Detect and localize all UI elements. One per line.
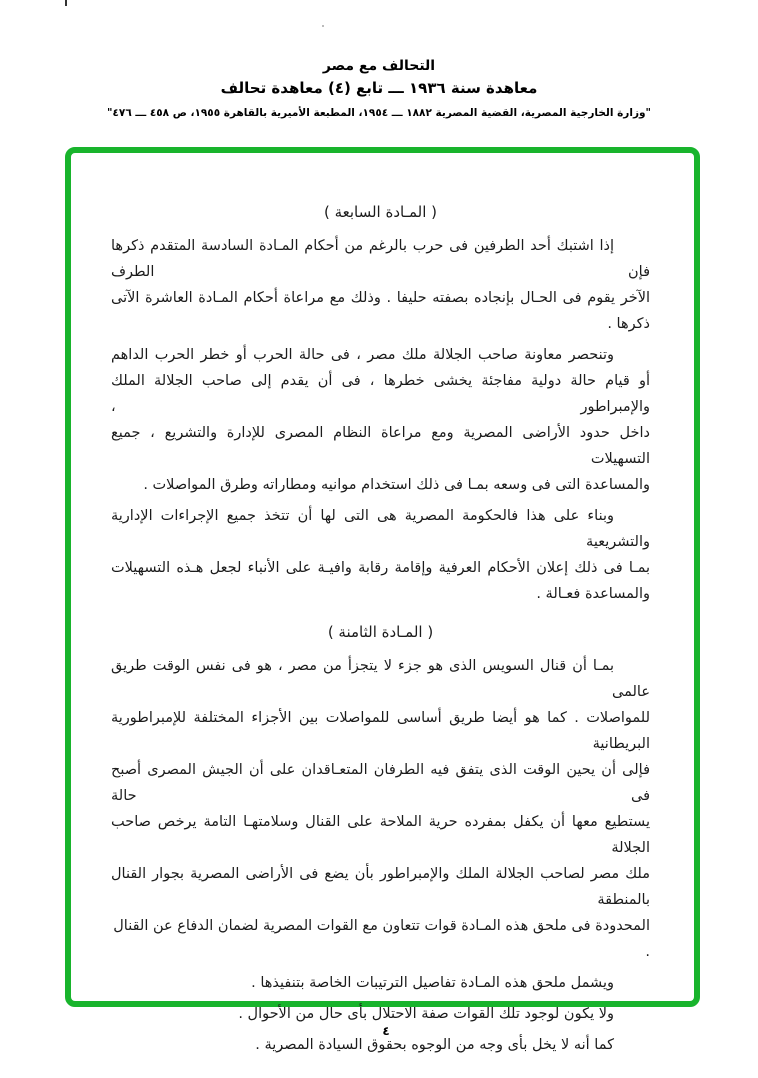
article-seven-section <box>111 203 650 607</box>
text-line: الآخر يقوم فى الحـال بإنجاده بصفته حليفا . وذلك مع مراعاة أحكام المـادة العاشرة الآتى <box>111 290 650 306</box>
text-line: ولا يكون لوجود تلك القوات صفة الاحتلال بأى حال من الأحوال . <box>238 1006 614 1022</box>
text-line: والمساعدة فعـالة . <box>536 586 650 602</box>
text-line: ذكرها . <box>607 316 650 332</box>
text-line: وتنحصر معاونة صاحب الجلالة ملك مصر ، فى حالة الحرب أو خطر الحرب الداهم <box>111 347 614 363</box>
text-line: يستطيع معها أن يكفل بمفرده حرية الملاحة على القنال وسلامتهـا التامة يرخص صاحب الجلالة <box>111 814 650 856</box>
article-seven-heading: ( المـادة السابعة ) <box>323 203 438 221</box>
article-eight-section <box>111 623 650 1058</box>
paragraph <box>111 503 650 607</box>
text-line: والمساعدة التى فى وسعه بمـا فى ذلك استخدام موانيه ومطاراته وطرق المواصلات . <box>143 477 650 493</box>
text-line: بمـا أن قنال السويس الذى هو جزء لا يتجزأ من مصر ، هو فى نفس الوقت طريق عالمى <box>111 658 650 700</box>
scan-artifact <box>322 25 324 27</box>
text-line: ويشمل ملحق هذه المـادة تفاصيل الترتيبات الخاصة بتنفيذها . <box>251 975 614 991</box>
text-line: ملك مصر لصاحب الجلالة الملك والإمبراطور بأن يضع فى الأراضى المصرية بجوار القنال بالمنطقة <box>111 866 650 908</box>
scan-artifact <box>65 0 67 6</box>
text-line: أو قيام حالة دولية مفاجئة يخشى خطرها ، فى أن يقدم إلى صاحب الجلالة الملك والإمبراطور ، <box>111 373 650 415</box>
treaty-text-box <box>65 147 700 1053</box>
document-subtitle: معاهدة سنة ١٩٣٦ ـــ تابع (٤) معاهدة تحالف <box>220 79 538 97</box>
document-title: التحالف مع مصر <box>322 58 436 74</box>
article-eight-paragraphs <box>111 653 650 1058</box>
text-line: داخل حدود الأراضى المصرية ومع مراعاة النظام المصرى للإدارة والتشريع ، جميع التسهيلات <box>111 425 650 467</box>
text-line: إذا اشتبك أحد الطرفين فى حرب بالرغم من أحكام المـادة السادسة المتقدم ذكرها فإن الطرف <box>111 238 650 280</box>
text-line: فإلى أن يحين الوقت الذى يتفق فيه الطرفان المتعـاقدان على أن الجيش المصرى أصبح فى حالة <box>111 762 650 804</box>
paragraph <box>111 970 650 996</box>
paragraph <box>111 653 650 965</box>
text-line: للمواصلات . كما هو أيضا طريق أساسى للمواصلات بين الأجزاء المختلفة للإمبراطورية البريطانية <box>111 710 650 752</box>
text-line: بمـا فى ذلك إعلان الأحكام العرفية وإقامة رقابة وافيـة على الأنباء لجعل هـذه التسهيلات <box>111 560 650 576</box>
text-line: وبناء على هذا فالحكومة المصرية هى التى لها أن تتخذ جميع الإجراءات الإدارية والتشريعية <box>111 508 650 550</box>
paragraph <box>111 342 650 498</box>
paragraph <box>111 233 650 337</box>
text-line: المحدودة فى ملحق هذه المـادة قوات تتعاون مع القوات المصرية لضمان الدفاع عن القنال . <box>113 918 650 960</box>
text-line: كما أنه لا يخل بأى وجه من الوجوه بحقوق السيادة المصرية . <box>255 1037 614 1053</box>
article-seven-paragraphs <box>111 233 650 607</box>
source-citation: "وزارة الخارجية المصرية، القضية المصرية ١٨٨٢ ـــ ١٩٥٤، المطبعة الأميرية بالقاهرة ١٩٥٥، ص ٤٥٨ ـــ ٤٧٦" <box>107 107 651 119</box>
article-eight-heading: ( المـادة الثامنة ) <box>327 623 434 641</box>
page-number: ٤ <box>382 1024 390 1038</box>
